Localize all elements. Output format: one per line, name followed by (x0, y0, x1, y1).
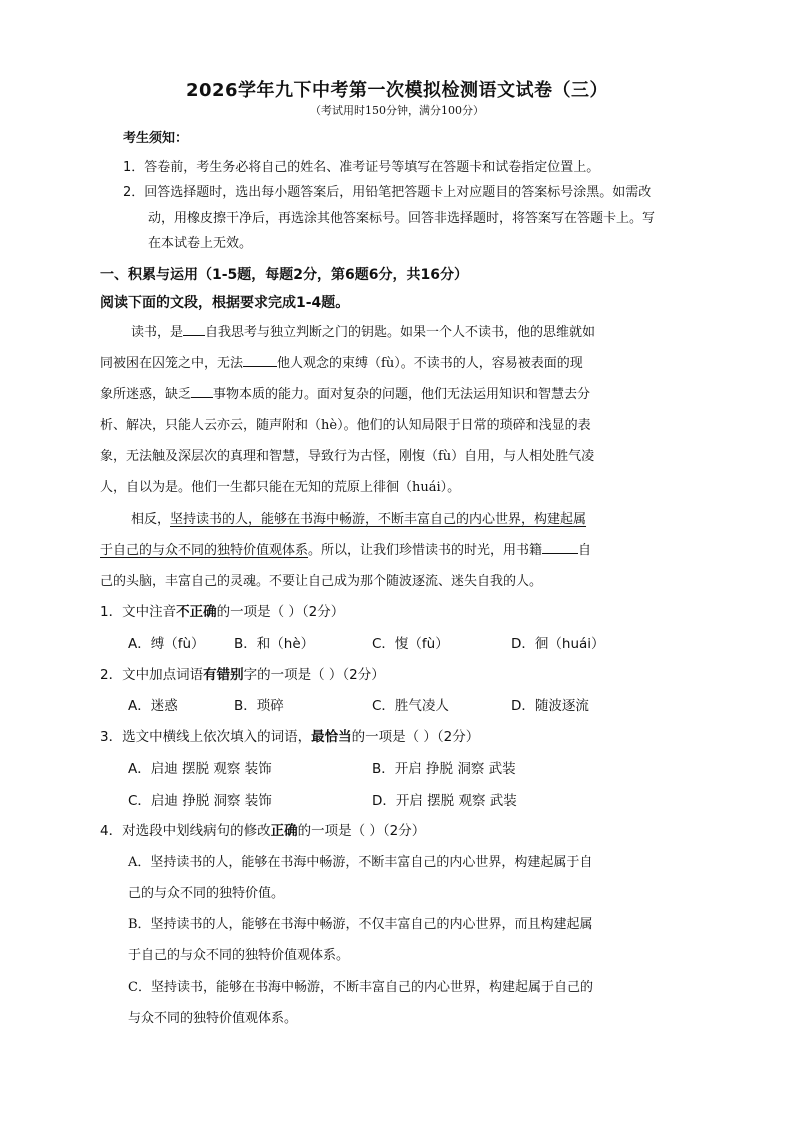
question-2-stem (100, 663, 385, 683)
passage-text: 自我思考与独立判断之门的钥匙。如果一个人不读书，他的思维就如 (205, 325, 596, 340)
option-a[interactable]: A．启迪 摆脱 观察 装饰 (128, 761, 272, 777)
page-subtitle: （考试用时150分钟，满分100分） (310, 104, 484, 117)
blank-2 (243, 352, 277, 367)
option-c[interactable]: C．胜气凌人 (372, 698, 449, 714)
passage-text: 自 (578, 543, 592, 558)
stem-text: 的一项是（ ）（2分） (297, 823, 426, 839)
option-b-line-2[interactable]: 于自己的与众不同的独特价值观体系。 (128, 948, 350, 963)
notice-item-1: 1．答卷前，考生务必将自己的姓名、准考证号等填写在答题卡和试卷指定位置上。 (123, 160, 600, 175)
passage-text: 。所以，让我们珍惜读书的时光，用书籍 (308, 543, 543, 558)
notice-item-2-line-3: 在本试卷上无效。 (148, 236, 253, 251)
passage-text: 象所迷惑，缺乏 (100, 387, 192, 402)
option-d[interactable]: D．随波逐流 (511, 698, 589, 714)
passage-text: 同被困在囚笼之中，无法 (100, 356, 244, 371)
blank-1 (183, 321, 205, 336)
stem-text: 的一项是（ ）（2分） (216, 604, 345, 620)
option-c-line-1[interactable]: C．坚持读书，能够在书海中畅游，不断丰富自己的内心世界，构建起属于自己的 (128, 980, 593, 995)
option-a[interactable]: A．缚（fù） (128, 636, 205, 652)
blank-3 (191, 383, 213, 398)
option-b[interactable]: B．开启 挣脱 洞察 武装 (372, 761, 516, 777)
stem-emphasis: 不正确 (176, 604, 217, 620)
stem-emphasis: 正确 (270, 823, 298, 839)
notice-item-2-line-1: 2．回答选择题时，选出每小题答案后，用铅笔把答题卡上对应题目的答案标号涂黑。如需改 (123, 185, 652, 200)
option-d[interactable]: D．徊（huái） (511, 636, 605, 652)
passage-p1-line-2 (100, 352, 583, 371)
passage-p1-line-5: 象，无法触及深层次的真理和智慧，导致行为古怪，刚愎（fù）自用，与人相处胜气凌 (100, 449, 595, 464)
option-c-line-2[interactable]: 与众不同的独特价值观体系。 (128, 1011, 298, 1026)
section-1-instruction: 阅读下面的文段，根据要求完成1-4题。 (100, 295, 350, 311)
stem-text: 1．文中注音 (100, 604, 177, 620)
option-a[interactable]: A．迷惑 (128, 698, 178, 714)
passage-p1-line-1 (131, 321, 595, 340)
option-b[interactable]: B．琐碎 (234, 698, 284, 714)
notice-item-2-line-2: 动，用橡皮擦干净后，再选涂其他答案标号。回答非选择题时，将答案写在答题卡上。写 (148, 211, 656, 226)
option-b[interactable]: B．和（hè） (234, 636, 315, 652)
underlined-sentence: 坚持读书的人，能够在书海中畅游，不断丰富自己的内心世界，构建起属 (170, 512, 587, 527)
underlined-sentence: 于自己的与众不同的独特价值观体系 (100, 543, 309, 558)
passage-text: 相反， (131, 512, 171, 527)
passage-p1-line-4: 析、解决，只能人云亦云，随声附和（hè）。他们的认知局限于日常的琐碎和浅显的表 (100, 418, 591, 433)
question-4-stem (100, 819, 425, 839)
passage-p2-line-3: 己的头脑，丰富自己的灵魂。不要让自己成为那个随波逐流、迷失自我的人。 (100, 574, 543, 589)
section-1-heading: 一、积累与运用（1-5题，每题2分，第6题6分，共16分） (100, 267, 468, 283)
blank-4 (542, 539, 578, 554)
passage-text: 他人观念的束缚（fù）。不读书的人，容易被表面的现 (277, 356, 583, 371)
question-3-stem (100, 725, 479, 745)
passage-text: 事物本质的能力。面对复杂的问题，他们无法运用知识和智慧去分 (213, 387, 591, 402)
passage-text: 读书，是 (131, 325, 184, 340)
option-b-line-1[interactable]: B．坚持读书的人，能够在书海中畅游，不仅丰富自己的内心世界，而且构建起属 (128, 917, 593, 932)
stem-text: 4．对选段中划线病句的修改 (100, 823, 271, 839)
option-a-line-1[interactable]: A．坚持读书的人，能够在书海中畅游，不断丰富自己的内心世界，构建起属于自 (128, 855, 593, 870)
stem-text: 3．选文中横线上依次填入的词语， (100, 729, 312, 745)
passage-p1-line-3 (100, 383, 590, 402)
passage-p2-line-1 (131, 508, 586, 527)
stem-text: 2．文中加点词语 (100, 667, 204, 683)
stem-text: 的一项是（ ）（2分） (351, 729, 480, 745)
page-title: 2026学年九下中考第一次模拟检测语文试卷（三） (185, 80, 609, 101)
notice-heading: 考生须知： (123, 131, 189, 146)
option-a-line-2[interactable]: 己的与众不同的独特价值。 (128, 886, 285, 901)
option-c[interactable]: C．愎（fù） (372, 636, 449, 652)
passage-p2-line-2 (100, 539, 591, 558)
option-c[interactable]: C．启迪 挣脱 洞察 装饰 (128, 793, 272, 809)
option-d[interactable]: D．开启 摆脱 观察 武装 (372, 793, 517, 809)
stem-text: 字的一项是（ ）（2分） (243, 667, 385, 683)
stem-emphasis: 最恰当 (311, 729, 352, 745)
stem-emphasis: 有错别 (203, 667, 244, 683)
passage-p1-line-6: 人，自以为是。他们一生都只能在无知的荒原上徘徊（huái）。 (100, 480, 461, 495)
question-1-stem (100, 600, 344, 620)
